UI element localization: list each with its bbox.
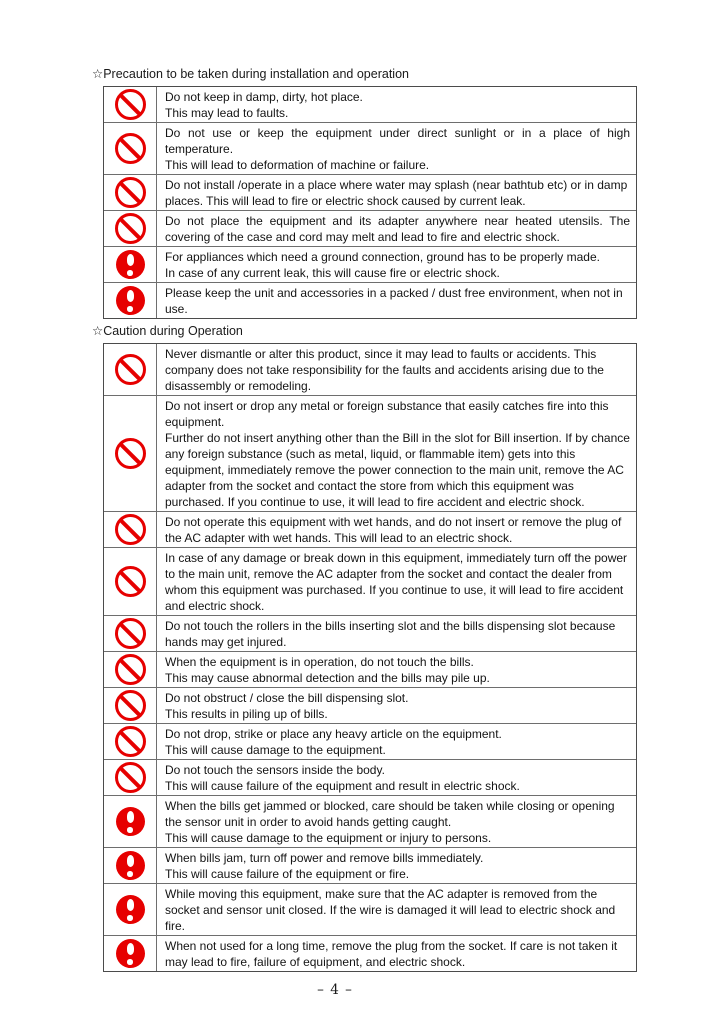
prohibition-icon — [115, 514, 146, 545]
warning-icon — [116, 807, 145, 836]
caution-text: Do not drop, strike or place any heavy article on the equipment. — [165, 726, 502, 741]
icon-cell — [104, 396, 157, 511]
caution-text: This will cause damage to the equipment or injury to persons. — [165, 830, 492, 845]
caution-text: Do not place the equipment and its adapter anywhere near heated utensils. The covering of the case and cord may melt and lead to fire and electric shock. — [165, 213, 630, 244]
page-number: – 4 – — [317, 982, 353, 998]
caution-text: Do not obstruct / close the bill dispensing slot. — [165, 690, 409, 705]
caution-text: When the bills get jammed or blocked, care should be taken while closing or opening the sensor unit in order to avoid hands getting caught. — [165, 798, 615, 829]
row-text-cell — [157, 247, 636, 282]
row-text-cell — [157, 548, 636, 615]
icon-cell — [104, 688, 157, 723]
row-text-cell — [157, 884, 636, 935]
row-text-cell — [157, 283, 636, 318]
icon-cell — [104, 760, 157, 795]
row-text-cell — [157, 344, 636, 395]
caution-text: Do not touch the sensors inside the body. — [165, 762, 385, 777]
table-row — [104, 723, 636, 759]
icon-cell — [104, 936, 157, 971]
table-row — [104, 87, 636, 122]
icon-cell — [104, 283, 157, 318]
prohibition-icon — [115, 354, 146, 385]
caution-text: Do not install /operate in a place where water may splash (near bathtub etc) or in damp places. This will lead to fire or electric shock caused by current leak. — [165, 177, 628, 208]
caution-section — [92, 324, 724, 972]
row-text-cell — [157, 652, 636, 687]
caution-text: Further do not insert anything other than the Bill in the slot for Bill insertion. If by chance any foreign substance (such as metal, liquid, or flammable item) gets into this equipment, immediately remove the power connection to the main unit, remove the AC adapter from the socket and contact the store from which this equipment was purchased. If you continue to use, it will lead to fire accident and electric shock. — [165, 430, 630, 509]
caution-section — [92, 67, 724, 319]
row-text-cell — [157, 796, 636, 847]
warning-icon — [116, 286, 145, 315]
table-row — [104, 122, 636, 174]
table-row — [104, 687, 636, 723]
table-row — [104, 344, 636, 395]
icon-cell — [104, 211, 157, 246]
caution-text: Do not use or keep the equipment under direct sunlight or in a place of high temperature. — [165, 125, 630, 156]
row-text-cell — [157, 175, 636, 210]
prohibition-icon — [115, 654, 146, 685]
row-text-cell — [157, 936, 636, 971]
warning-icon — [116, 895, 145, 924]
table-row — [104, 651, 636, 687]
table-row — [104, 511, 636, 547]
caution-text: In case of any current leak, this will cause fire or electric shock. — [165, 265, 500, 280]
caution-text: Do not insert or drop any metal or foreign substance that easily catches fire into this equipment. — [165, 398, 609, 429]
caution-table — [103, 343, 637, 972]
table-row — [104, 174, 636, 210]
prohibition-icon — [115, 726, 146, 757]
caution-text: This results in piling up of bills. — [165, 706, 328, 721]
row-text-cell — [157, 688, 636, 723]
caution-text: In case of any damage or break down in this equipment, immediately turn off the power to the main unit, remove the AC adapter from the socket and contact the dealer from whom this equipment was purchased. If you continue to use, it will lead to fire accident and electric shock. — [165, 550, 628, 613]
icon-cell — [104, 247, 157, 282]
table-row — [104, 547, 636, 615]
icon-cell — [104, 848, 157, 883]
caution-text: This may lead to faults. — [165, 105, 289, 120]
table-row — [104, 883, 636, 935]
row-text-cell — [157, 724, 636, 759]
prohibition-icon — [115, 618, 146, 649]
icon-cell — [104, 512, 157, 547]
caution-text: When the equipment is in operation, do not touch the bills. — [165, 654, 474, 669]
caution-text: This may cause abnormal detection and the bills may pile up. — [165, 670, 490, 685]
warning-icon — [116, 250, 145, 279]
icon-cell — [104, 548, 157, 615]
row-text-cell — [157, 87, 636, 122]
icon-cell — [104, 724, 157, 759]
caution-text: When bills jam, turn off power and remove bills immediately. — [165, 850, 484, 865]
row-text-cell — [157, 512, 636, 547]
table-row — [104, 795, 636, 847]
row-text-cell — [157, 123, 636, 174]
caution-text: This will cause damage to the equipment. — [165, 742, 386, 757]
row-text-cell — [157, 760, 636, 795]
table-row — [104, 615, 636, 651]
row-text-cell — [157, 848, 636, 883]
table-row — [104, 847, 636, 883]
icon-cell — [104, 652, 157, 687]
table-row — [104, 759, 636, 795]
caution-text: While moving this equipment, make sure that the AC adapter is removed from the socket and sensor unit closed. If the wire is damaged it will lead to electric shock and fire. — [165, 886, 616, 933]
caution-text: Do not touch the rollers in the bills inserting slot and the bills dispensing slot because hands may get injured. — [165, 618, 616, 649]
icon-cell — [104, 87, 157, 122]
caution-text: Please keep the unit and accessories in a packed / dust free environment, when not in use. — [165, 285, 623, 316]
prohibition-icon — [115, 89, 146, 120]
icon-cell — [104, 796, 157, 847]
prohibition-icon — [115, 690, 146, 721]
caution-text: Do not operate this equipment with wet hands, and do not insert or remove the plug of the AC adapter with wet hands. This will lead to an electric shock. — [165, 514, 622, 545]
caution-text: This will cause failure of the equipment and result in electric shock. — [165, 778, 520, 793]
icon-cell — [104, 123, 157, 174]
row-text-cell — [157, 211, 636, 246]
icon-cell — [104, 616, 157, 651]
warning-icon — [116, 851, 145, 880]
prohibition-icon — [115, 438, 146, 469]
row-text-cell — [157, 616, 636, 651]
icon-cell — [104, 175, 157, 210]
icon-cell — [104, 884, 157, 935]
caution-text: When not used for a long time, remove the plug from the socket. If care is not taken it may lead to fire, failure of equipment, and electric shock. — [165, 938, 618, 969]
table-row — [104, 210, 636, 246]
section-heading: ☆Caution during Operation — [92, 324, 243, 338]
caution-text: Never dismantle or alter this product, since it may lead to faults or accidents. This company does not take responsibility for the faults and accidents arising due to the disassembly or remodeling. — [165, 346, 604, 393]
caution-text: Do not keep in damp, dirty, hot place. — [165, 89, 363, 104]
row-text-cell — [157, 396, 636, 511]
warning-icon — [116, 939, 145, 968]
prohibition-icon — [115, 566, 146, 597]
table-row — [104, 282, 636, 318]
prohibition-icon — [115, 213, 146, 244]
page-footer — [103, 981, 635, 999]
prohibition-icon — [115, 762, 146, 793]
prohibition-icon — [115, 133, 146, 164]
sections — [92, 67, 724, 972]
caution-text: This will lead to deformation of machine or failure. — [165, 157, 430, 172]
caution-text: This will cause failure of the equipment or fire. — [165, 866, 410, 881]
table-row — [104, 935, 636, 971]
section-heading: ☆Precaution to be taken during installation and operation — [92, 67, 409, 81]
table-row — [104, 246, 636, 282]
icon-cell — [104, 344, 157, 395]
caution-table — [103, 86, 637, 319]
prohibition-icon — [115, 177, 146, 208]
caution-text: For appliances which need a ground connection, ground has to be properly made. — [165, 249, 600, 264]
table-row — [104, 395, 636, 511]
